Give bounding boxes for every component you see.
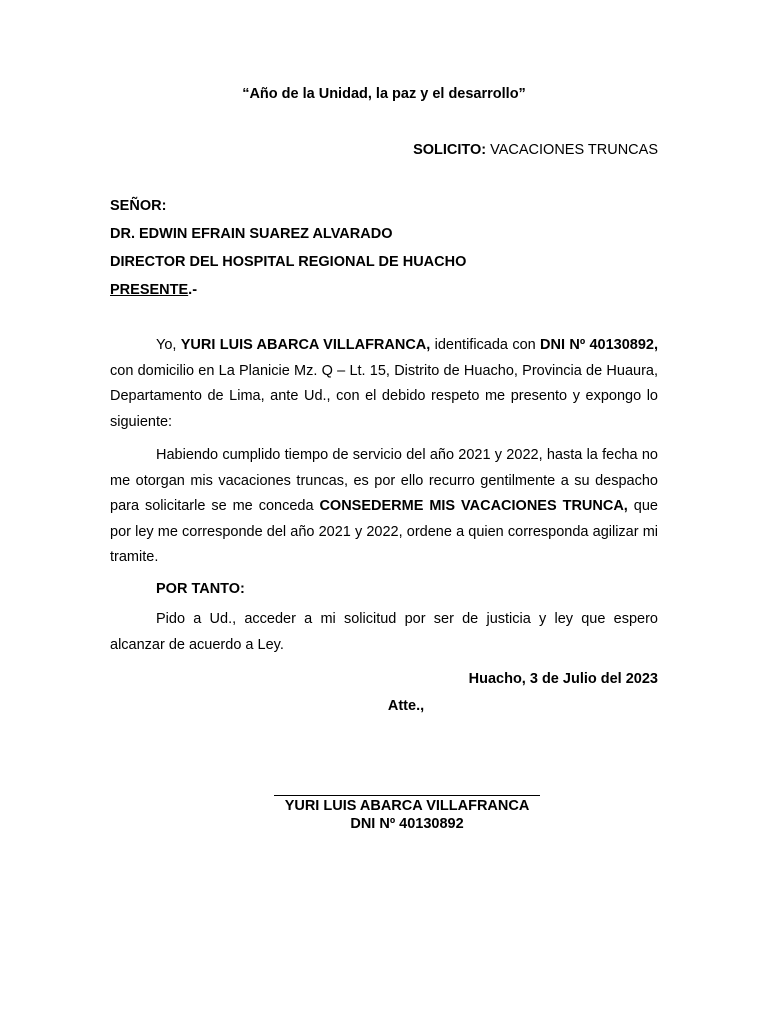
p2-bold: CONSEDERME MIS VACACIONES TRUNCA, xyxy=(319,498,628,514)
presente-word: PRESENTE xyxy=(110,282,189,298)
p2-intro: Habiendo cumplido tiempo de servicio del año 2021 y 2022, hasta la fecha no me otorgan mis vacaciones truncas, es por ello recurro gentilmente a su despacho para solicitarle se me conceda xyxy=(110,447,658,514)
addressee-name: DR. EDWIN EFRAIN SUAREZ ALVARADO xyxy=(110,226,393,242)
p2-rest: que por ley me corresponde del año 2021 y 2022, ordene a quien corresponda agilizar mi tramite. xyxy=(110,498,658,565)
solicito-line xyxy=(110,142,658,158)
signature-dni: DNI Nº 40130892 xyxy=(350,816,464,832)
atte-line: Atte., xyxy=(387,698,425,714)
paragraph-closing xyxy=(110,607,658,658)
por-tanto-heading: POR TANTO: xyxy=(156,581,245,597)
solicito-label: SOLICITO: xyxy=(413,142,487,158)
motto-heading: “Año de la Unidad, la paz y el desarrollo” xyxy=(242,86,526,102)
p1-name: YURI LUIS ABARCA VILLAFRANCA, xyxy=(180,337,431,353)
p1-intro: Yo, xyxy=(156,337,181,353)
p3-text: Pido a Ud., acceder a mi solicitud por ser de justicia y ley que espero alcanzar de acuerdo a Ley. xyxy=(110,611,658,653)
signature-line xyxy=(274,795,540,796)
signature-name: YURI LUIS ABARCA VILLAFRANCA xyxy=(284,798,530,814)
p1-mid: identificada con xyxy=(430,337,541,353)
paragraph-intro xyxy=(110,333,658,435)
addressee-title: DIRECTOR DEL HOSPITAL REGIONAL DE HUACHO xyxy=(110,254,467,270)
signature-block xyxy=(274,797,540,833)
salutation: SEÑOR: xyxy=(110,198,167,214)
p1-rest: con domicilio en La Planicie Mz. Q – Lt. 15, Distrito de Huacho, Provincia de Huaura, Departamento de Lima, ante Ud., con el debido respeto me presento y expongo lo siguiente: xyxy=(110,362,658,430)
paragraph-request xyxy=(110,443,658,571)
date-line: Huacho, 3 de Julio del 2023 xyxy=(468,671,658,687)
addressee-block xyxy=(110,197,466,309)
solicito-value: VACACIONES TRUNCAS xyxy=(490,142,658,158)
p1-dni: DNI Nº 40130892, xyxy=(540,337,658,353)
presente-line xyxy=(110,281,466,309)
presente-suffix: .- xyxy=(188,282,198,298)
